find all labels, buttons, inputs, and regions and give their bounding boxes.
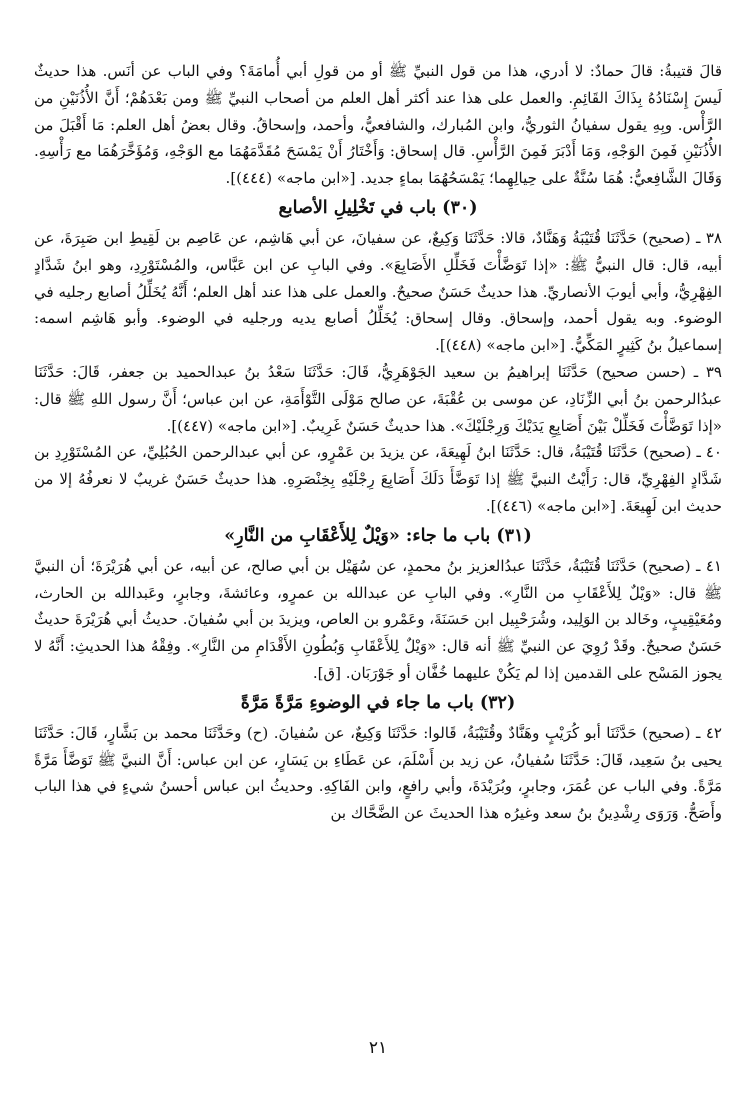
paragraph-continuation: قالَ قتيبةُ: قالَ حمادٌ: لا أدري، هذا من قول النبيِّ ﷺ أو من قولِ أبي أُمامَةَ؟ وفي الباب عن أنَس. هذا حديثٌ لَيسَ إِسْنَادُهُ بِذَاكَ القَائِمِ. والعمل على هذا عند أكثر أهل العلم من أصحاب النبيِّ ﷺ ومن بَعْدَهُمْ؛ أَنَّ الأُذُنَيْنِ من الرَّأْس. وبِهِ يقول سفيانُ الثوريُّ، وابن المُبارك، والشافعيُّ، وأحمد، وإسحاقُ. وقال بعضُ أهل العلم: مَا أَقْبَلَ من الأُذُنَيْنِ فَمِنَ الوَجْهِ، وَمَا أَدْبَرَ فَمِنَ الرَّأْسِ. قال إسحاق: وَأَخْتَارُ أَنْ يَمْسَحَ مُقَدَّمَهُمَا مع الوَجْهِ، وَمُؤَخَّرَهُمَا مع رَأْسِهِ. وَقَالَ الشَّافِعيُّ: هُمَا سُنَّةٌ على حِيالِهِما؛ يَمْسَحُهُمَا بماءٍ جديد. [«ابن ماجه» (٤٤٤)].: [34, 62, 722, 188]
hadith-39: ٣٩ ـ (حسن صحيح) حَدَّثَنَا إبراهيمُ بن سعيد الجَوْهَرِيُّ، قَالَ: حَدَّثَنَا سَعْدُ بنُ عبدالحميد بن جعفر، قَالَ: حَدَّثَنَا عبدُالرحمن بنُ أبي الزِّنَادِ، عن موسى بن عُقْبَةَ، عن صالح مَوْلَى التَّوْأَمَةِ، عن ابن عباس؛ أَنَّ رسول اللهِ ﷺ قال: «إذا تَوَضَّأْتَ فَخَلِّلْ بَيْنَ أَصَابِعِ يَدَيْكَ وَرِجْلَيْكَ». هذا حديثٌ حَسَنٌ غَرِيبٌ. [«ابن ماجه» (٤٤٧)].: [34, 362, 722, 435]
hadith-38: ٣٨ ـ (صحيح) حَدَّثَنَا قُتَيْبَةُ وَهَنَّادٌ، قالا: حَدَّثَنَا وَكِيعٌ، عن سفيانَ، عن أبي هَاشِم، عن عَاصِم بن لَقِيطِ ابن صَبِرَةَ، عن أبيه، قال: قال النبيُّ ﷺ: «إذا تَوَضَّأْتَ فَخَلِّلِ الأَصَابِعَ». وفي البابِ عن ابن عَبَّاس، والمُسْتَوْرِدِ، وهو ابنُ شَدَّادٍ الفِهْرِيُّ، وأبي أيوبَ الأنصاريِّ. هذا حديثٌ حَسَنٌ صحيحٌ. والعمل على هذا عند أهل العلم؛ أَنَّهُ يُخَلِّلُ أصابع رجليه في الوضوء. وبه يقول أحمد، وإسحاق. وقال إسحاق: يُخَلِّلُ أصابع يديه ورجليه في الوضوء. وأبو هَاشِم اسمه: إسماعيلُ بنُ كَثِيرٍ المَكِّيُّ. [«ابن ماجه» (٤٤٨)].: [34, 228, 722, 355]
page-number: ٢١: [368, 1038, 388, 1058]
hadith-40: ٤٠ ـ (صحيح) حَدَّثَنَا قُتَيْبَةُ، قال: حَدَّثَنَا ابنُ لَهِيعَةَ، عن يزيدَ بن عَمْرٍو، عن أبي عبدالرحمن الحُبُلِيِّ، عن المُسْتَوْرِدِ بن شَدَّادٍ الفِهْرِيِّ، قال: رَأَيْتُ النبيَّ ﷺ إذا تَوَضَّأَ دَلَكَ أَصَابِعَ رِجْلَيْهِ بِخِنْصَرِهِ. هذا حديثٌ حَسَنٌ غريبٌ لا نعرفُهُ إلا من حديث ابن لَهِيعَةَ. [«ابن ماجه» (٤٤٦)].: [34, 443, 722, 515]
chapter-heading-31: (٣١) باب ما جاء: «وَيْلٌ لِلأَعْقَابِ من النَّارِ»: [224, 525, 532, 546]
chapter-heading-30: (٣٠) باب في تَخْلِيلِ الأصابع: [278, 197, 478, 218]
chapter-heading-32: (٣٢) باب ما جاء في الوضوءِ مَرَّةً مَرَّةً: [240, 692, 516, 713]
hadith-42: ٤٢ ـ (صحيح) حَدَّثَنَا أبو كُرَيْبٍ وهَنَّادٌ وقُتَيْبَةُ، قَالوا: حَدَّثَنَا وَكِيعٌ، عن سُفيانَ. (ح) وحَدَّثَنَا محمد بن بَشَّارٍ، قَالَ: حَدَّثَنَا يحيى بنُ سَعِيد، قَالَ: حَدَّثَنَا سُفيانُ، عن زيد بن أَسْلَمَ، عن عَطَاءِ بن يَسَارٍ، عن ابن عباس: أَنَّ النبيَّ ﷺ تَوَضَّأَ مَرَّةً مَرَّةً. وفي الباب عن عُمَرَ، وجابرٍ، وبُرَيْدَةَ، وأبي رافعٍ، وابن الفَاكِهِ. وحديثُ ابن عباس أحسنُ شيءٍ في هذا الباب وأَصَحُّ. وَرَوَى رِشْدِينُ بنُ سعد وغيرُه هذا الحديثَ عن الضَّحَّاك بن: [34, 723, 722, 823]
hadith-41: ٤١ ـ (صحيح) حَدَّثَنَا قُتَيْبَةُ، حَدَّثَنَا عبدُالعزيز بنُ محمدٍ، عن سُهَيْل بن أبي صالح، عن أبيه، عن أبي هُرَيْرَةَ؛ أن النبيَّ ﷺ قال: «وَيْلٌ لِلأَعْقَابِ من النَّارِ». وفي البابِ عن عبدالله بن عمرٍو، وعائشةَ، وجابرٍ، وعَبدالله بن الحارث، ومُعَيْقِيبٍ، وخَالد بن الوَلِيد، وشُرَحْبِيل ابن حَسَنَةَ، وعَمْرو بن العاص، ويزيدَ بن أبي سُفيانَ. حديثُ أبي هُرَيْرَةَ حديثٌ حَسَنٌ صحيحٌ. وقَدْ رُوِيَ عن النبيِّ ﷺ أنه قال: «وَيْلٌ لِلأَعْقَابِ وَبُطُونِ الأَقْدَامِ من النَّارِ». وفِقْهُ هذا الحديثِ: أَنَّهُ لا يجوز المَسْح على القدمين إذا لم يَكُنْ عليهما خُفَّان أو جَوْرَبَان. [ق].: [34, 556, 722, 682]
